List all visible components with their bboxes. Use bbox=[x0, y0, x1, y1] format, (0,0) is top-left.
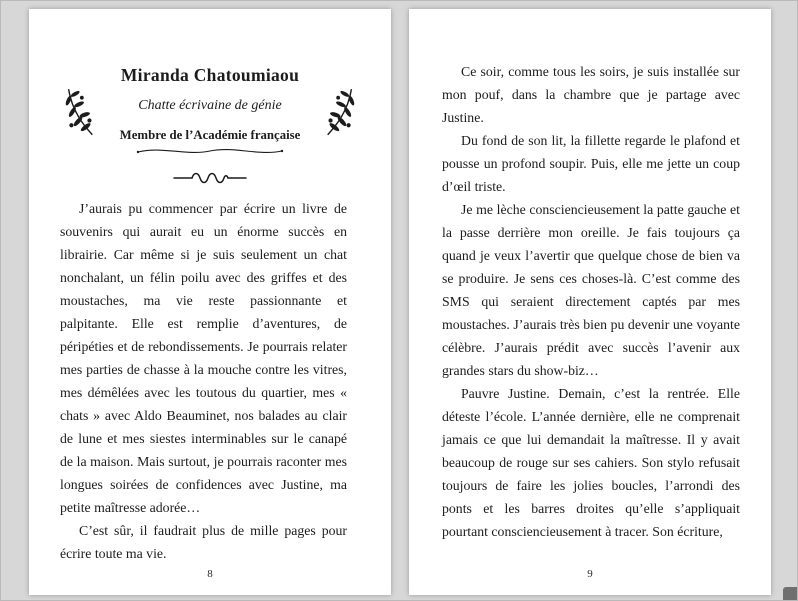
window-resize-corner[interactable] bbox=[783, 587, 797, 600]
flourish-icon bbox=[104, 145, 316, 157]
book-author-affiliation: Membre de l’Académie française bbox=[119, 128, 301, 142]
paragraph: Du fond de son lit, la fillette regarde le plafond et pousse un profond soupir. Puis, elle me jette un coup d’œil triste. bbox=[442, 133, 740, 194]
paragraph: C’est sûr, il faudrait plus de mille pages pour écrire toute ma vie. bbox=[60, 523, 347, 561]
section-divider-ornament-icon bbox=[29, 170, 391, 184]
book-author-name: Miranda Chatoumiaou bbox=[120, 65, 300, 85]
paragraph: Pauvre Justine. Demain, c’est la rentrée. Elle déteste l’école. L’année dernière, elle ne comprenait jamais ce que lui demandait la maîtresse. Il y avait beaucoup de rouge sur ses cahiers. Son stylo refusait toujours de faire les jolies boucles, l’arrondi des ponts et les barres droites qu’elle s’appliquait pourtant consciencieusement à tracer. Son écriture, bbox=[442, 386, 740, 539]
left-page-body bbox=[29, 197, 391, 565]
paragraph: J’aurais pu commencer par écrire un livre de souvenirs qui aurait eu un énorme succès en librairie. Car même si je suis seulement un chat nonchalant, un félin poilu avec des griffes et des moustaches, ma vie reste passionnante et palpitante. Elle est remplie d’aventures, de péripéties et de rebondissements. Je pourrais relater mes parties de chasse à la mouche contre les vitres, mes démêlées avec les toutous du quartier, mes « chats » avec Aldo Beauminet, nos balades au clair de lune et mes siestes interminables sur le canapé de la maison. Mais surtout, je pourrais raconter mes longues soirées de confidences avec Justine, ma petite maîtresse adorée… bbox=[60, 201, 347, 515]
chapter-header bbox=[29, 65, 391, 157]
page-number-right: 9 bbox=[587, 568, 593, 580]
header-text-block bbox=[104, 65, 316, 157]
paragraph: Je me lèche consciencieusement la patte gauche et la passe derrière mon oreille. Je fais toujours ça quand je veux l’avertir que quelque chose de bien va se produire. Je sens ces choses-là. C’est comme des SMS qui seraient directement captés par mes moustaches. J’aurais très bien pu devenir une voyante célèbre. J’aurais prédit avec succès l’avenir aux grandes stars du show-biz… bbox=[442, 202, 740, 378]
laurel-branch-right-icon bbox=[322, 82, 360, 140]
page-right bbox=[409, 9, 771, 595]
right-page-body bbox=[409, 9, 771, 543]
book-author-subtitle: Chatte écrivaine de génie bbox=[138, 98, 282, 113]
page-number-left: 8 bbox=[207, 568, 213, 580]
laurel-branch-left-icon bbox=[60, 82, 98, 140]
paragraph: Ce soir, comme tous les soirs, je suis installée sur mon pouf, dans la chambre que je partage avec Justine. bbox=[442, 64, 740, 125]
page-left bbox=[29, 9, 391, 595]
